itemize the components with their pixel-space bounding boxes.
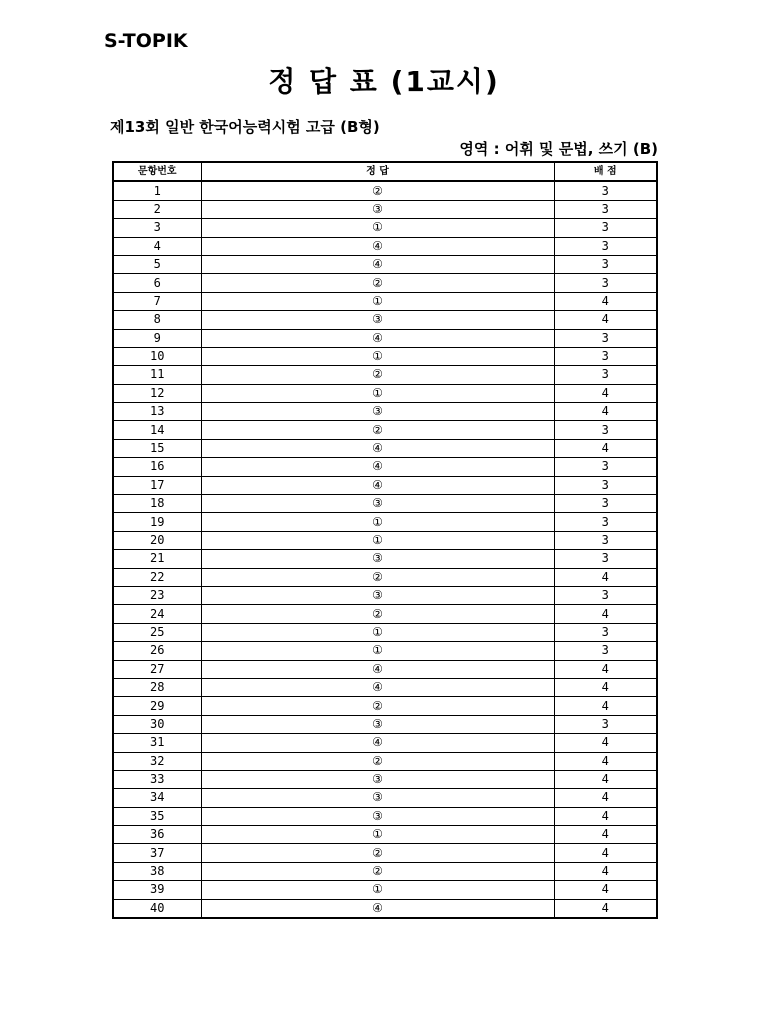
question-number-cell: 35 (113, 807, 201, 825)
column-header-number: 문항번호 (113, 162, 201, 181)
answer-cell: ③ (201, 715, 554, 733)
table-row (113, 476, 657, 494)
points-cell: 3 (554, 274, 657, 292)
answer-cell: ② (201, 752, 554, 770)
table-row (113, 586, 657, 604)
answer-cell: ④ (201, 439, 554, 457)
question-number-cell: 12 (113, 384, 201, 402)
points-cell: 3 (554, 200, 657, 218)
answer-cell: ② (201, 605, 554, 623)
points-cell: 4 (554, 807, 657, 825)
points-cell: 4 (554, 697, 657, 715)
points-cell: 3 (554, 458, 657, 476)
points-cell: 4 (554, 770, 657, 788)
points-cell: 4 (554, 789, 657, 807)
table-row (113, 899, 657, 918)
answer-cell: ③ (201, 495, 554, 513)
points-cell: 4 (554, 311, 657, 329)
answer-cell: ④ (201, 255, 554, 273)
answer-cell: ② (201, 862, 554, 880)
question-number-cell: 14 (113, 421, 201, 439)
table-row (113, 568, 657, 586)
points-cell: 3 (554, 237, 657, 255)
points-cell: 4 (554, 660, 657, 678)
question-number-cell: 23 (113, 586, 201, 604)
question-number-cell: 13 (113, 403, 201, 421)
points-cell: 4 (554, 568, 657, 586)
question-number-cell: 17 (113, 476, 201, 494)
question-number-cell: 3 (113, 219, 201, 237)
table-row (113, 495, 657, 513)
answer-cell: ② (201, 844, 554, 862)
answer-cell: ③ (201, 550, 554, 568)
question-number-cell: 38 (113, 862, 201, 880)
table-row (113, 881, 657, 899)
points-cell: 3 (554, 531, 657, 549)
table-row (113, 660, 657, 678)
points-cell: 3 (554, 495, 657, 513)
question-number-cell: 11 (113, 366, 201, 384)
points-cell: 3 (554, 329, 657, 347)
answer-cell: ① (201, 826, 554, 844)
answer-cell: ① (201, 292, 554, 310)
question-number-cell: 25 (113, 623, 201, 641)
table-row (113, 292, 657, 310)
question-number-cell: 10 (113, 347, 201, 365)
points-cell: 4 (554, 899, 657, 918)
points-cell: 3 (554, 421, 657, 439)
question-number-cell: 30 (113, 715, 201, 733)
table-row (113, 826, 657, 844)
points-cell: 4 (554, 734, 657, 752)
table-row (113, 807, 657, 825)
question-number-cell: 32 (113, 752, 201, 770)
question-number-cell: 20 (113, 531, 201, 549)
table-row (113, 513, 657, 531)
points-cell: 4 (554, 826, 657, 844)
answer-cell: ③ (201, 586, 554, 604)
answer-cell: ④ (201, 734, 554, 752)
table-row (113, 181, 657, 200)
answer-cell: ② (201, 568, 554, 586)
page-title: 정 답 표 (1교시) (268, 65, 500, 98)
table-row (113, 789, 657, 807)
answer-cell: ④ (201, 660, 554, 678)
question-number-cell: 40 (113, 899, 201, 918)
table-row (113, 715, 657, 733)
answer-cell: ① (201, 219, 554, 237)
question-number-cell: 31 (113, 734, 201, 752)
table-row (113, 403, 657, 421)
table-header-row (113, 162, 657, 181)
question-number-cell: 36 (113, 826, 201, 844)
table-row (113, 311, 657, 329)
table-row (113, 623, 657, 641)
column-header-points: 배 점 (554, 162, 657, 181)
table-row (113, 770, 657, 788)
question-number-cell: 28 (113, 678, 201, 696)
table-row (113, 219, 657, 237)
table-row (113, 366, 657, 384)
question-number-cell: 18 (113, 495, 201, 513)
points-cell: 4 (554, 384, 657, 402)
question-number-cell: 24 (113, 605, 201, 623)
table-row (113, 347, 657, 365)
answer-cell: ④ (201, 237, 554, 255)
points-cell: 3 (554, 255, 657, 273)
answer-table-body (113, 181, 657, 918)
answer-cell: ① (201, 881, 554, 899)
answer-table (112, 161, 658, 919)
answer-cell: ③ (201, 200, 554, 218)
table-row (113, 255, 657, 273)
points-cell: 3 (554, 347, 657, 365)
table-row (113, 439, 657, 457)
question-number-cell: 21 (113, 550, 201, 568)
points-cell: 4 (554, 439, 657, 457)
points-cell: 4 (554, 292, 657, 310)
points-cell: 3 (554, 642, 657, 660)
question-number-cell: 29 (113, 697, 201, 715)
question-number-cell: 33 (113, 770, 201, 788)
points-cell: 4 (554, 605, 657, 623)
points-cell: 4 (554, 403, 657, 421)
answer-cell: ② (201, 274, 554, 292)
column-header-answer: 정 답 (201, 162, 554, 181)
question-number-cell: 9 (113, 329, 201, 347)
question-number-cell: 6 (113, 274, 201, 292)
table-row (113, 421, 657, 439)
question-number-cell: 19 (113, 513, 201, 531)
answer-cell: ① (201, 531, 554, 549)
table-row (113, 329, 657, 347)
question-number-cell: 27 (113, 660, 201, 678)
answer-cell: ① (201, 623, 554, 641)
question-number-cell: 1 (113, 181, 201, 200)
points-cell: 3 (554, 586, 657, 604)
answer-cell: ④ (201, 476, 554, 494)
answer-cell: ① (201, 347, 554, 365)
table-row (113, 200, 657, 218)
answer-cell: ③ (201, 807, 554, 825)
answer-cell: ② (201, 697, 554, 715)
question-number-cell: 7 (113, 292, 201, 310)
answer-cell: ④ (201, 678, 554, 696)
answer-cell: ① (201, 384, 554, 402)
table-row (113, 844, 657, 862)
points-cell: 4 (554, 844, 657, 862)
answer-cell: ③ (201, 311, 554, 329)
question-number-cell: 26 (113, 642, 201, 660)
answer-cell: ④ (201, 329, 554, 347)
answer-cell: ③ (201, 403, 554, 421)
table-row (113, 605, 657, 623)
question-number-cell: 16 (113, 458, 201, 476)
table-row (113, 734, 657, 752)
points-cell: 3 (554, 513, 657, 531)
points-cell: 3 (554, 181, 657, 200)
points-cell: 4 (554, 752, 657, 770)
question-number-cell: 39 (113, 881, 201, 899)
table-row (113, 752, 657, 770)
answer-cell: ② (201, 421, 554, 439)
answer-cell: ③ (201, 770, 554, 788)
points-cell: 3 (554, 366, 657, 384)
table-row (113, 678, 657, 696)
table-row (113, 697, 657, 715)
table-row (113, 642, 657, 660)
question-number-cell: 37 (113, 844, 201, 862)
table-row (113, 384, 657, 402)
exam-subtitle: 제13회 일반 한국어능력시험 고급 (B형) (110, 118, 380, 136)
answer-cell: ② (201, 366, 554, 384)
points-cell: 4 (554, 678, 657, 696)
table-row (113, 550, 657, 568)
points-cell: 3 (554, 219, 657, 237)
points-cell: 3 (554, 715, 657, 733)
brand-label: S-TOPIK (104, 30, 188, 52)
answer-cell: ② (201, 181, 554, 200)
table-row (113, 458, 657, 476)
question-number-cell: 5 (113, 255, 201, 273)
question-number-cell: 15 (113, 439, 201, 457)
table-row (113, 531, 657, 549)
question-number-cell: 4 (113, 237, 201, 255)
answer-cell: ① (201, 642, 554, 660)
question-number-cell: 22 (113, 568, 201, 586)
table-row (113, 862, 657, 880)
answer-cell: ④ (201, 899, 554, 918)
question-number-cell: 8 (113, 311, 201, 329)
table-row (113, 274, 657, 292)
points-cell: 3 (554, 476, 657, 494)
exam-area: 영역 : 어휘 및 문법, 쓰기 (B) (459, 140, 658, 158)
answer-cell: ③ (201, 789, 554, 807)
answer-cell: ① (201, 513, 554, 531)
answer-cell: ④ (201, 458, 554, 476)
question-number-cell: 2 (113, 200, 201, 218)
points-cell: 3 (554, 550, 657, 568)
question-number-cell: 34 (113, 789, 201, 807)
points-cell: 4 (554, 862, 657, 880)
table-row (113, 237, 657, 255)
points-cell: 4 (554, 881, 657, 899)
points-cell: 3 (554, 623, 657, 641)
